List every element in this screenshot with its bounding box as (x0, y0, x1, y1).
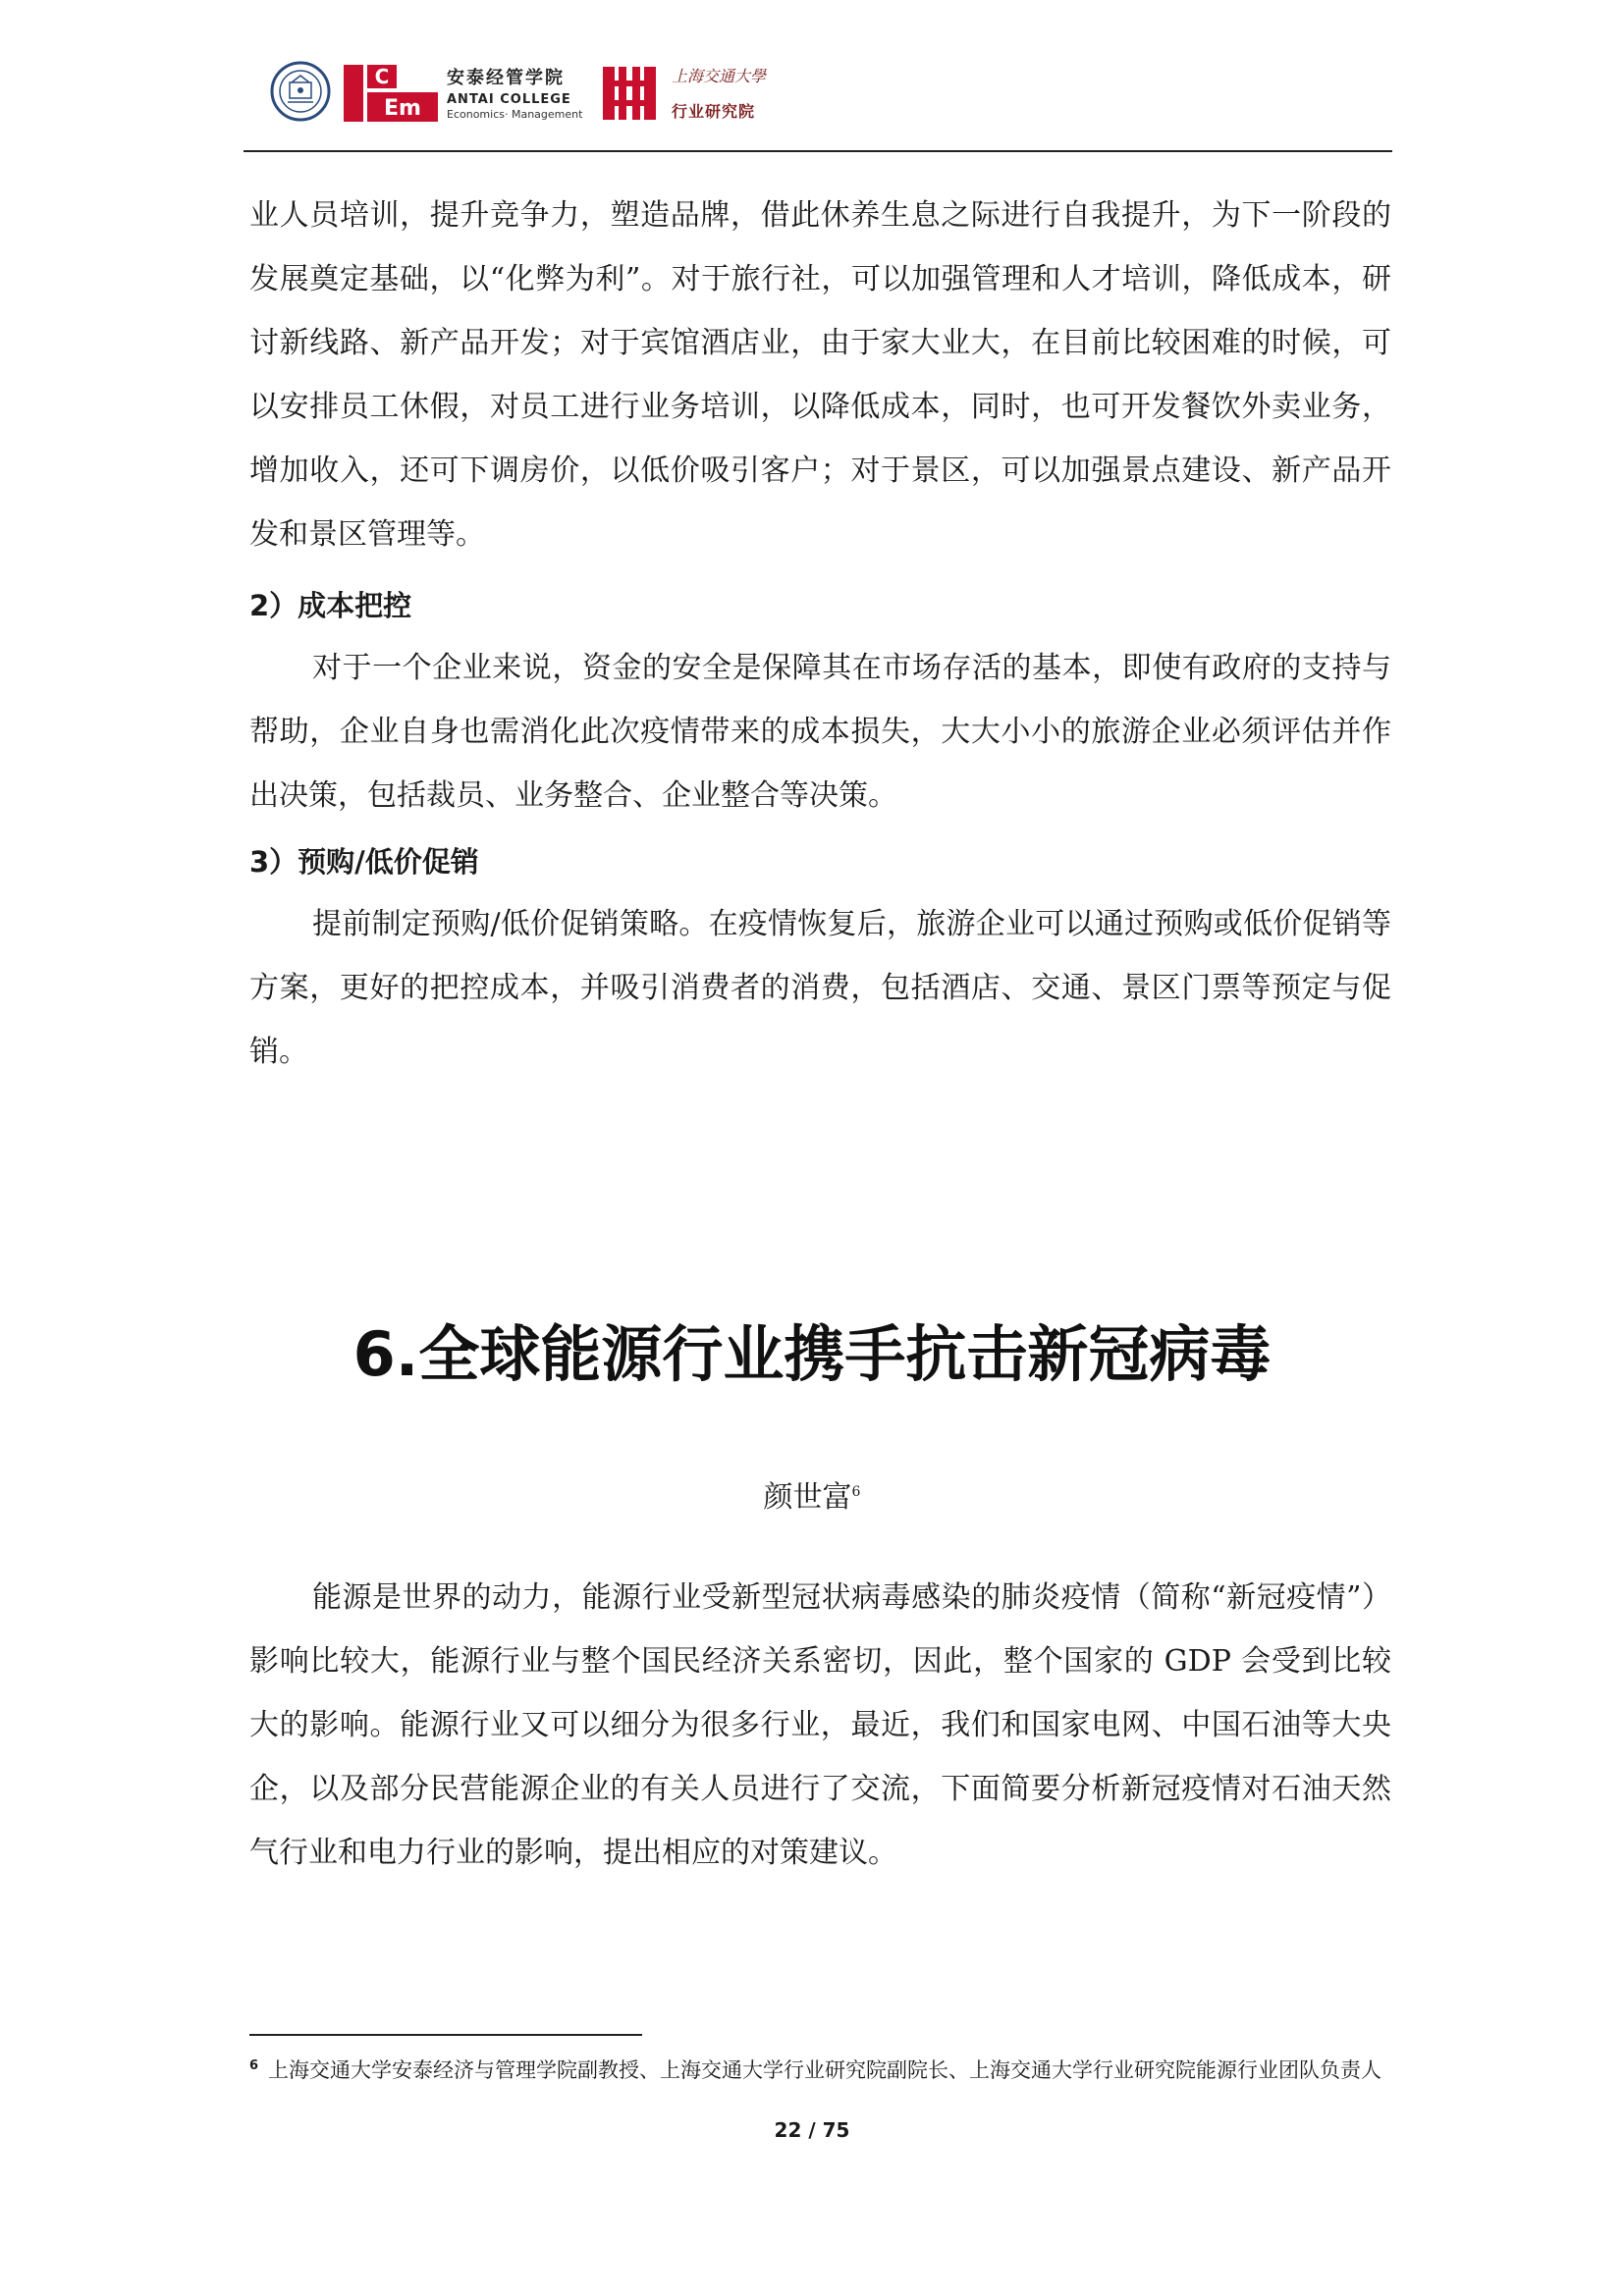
footnote-divider (249, 2034, 642, 2036)
footnote (249, 2050, 1391, 2087)
antai-cn-name: 安泰经管学院 (447, 68, 565, 88)
antai-subtitle: Economics· Management (447, 108, 583, 121)
footnote-number: 6 (249, 2058, 259, 2073)
paragraph-presale-promotion: 提前制定预购/低价促销策略。在疫情恢复后，旅游企业可以通过预购或低价促销等方案，更好的把控成本，并吸引消费者的消费，包括酒店、交通、景区门票等预定与促销。 (249, 907, 1391, 1069)
antai-en-name: ANTAI COLLEGE (447, 92, 571, 107)
heading-cost-control: 2）成本把控 (249, 589, 412, 622)
paragraph-energy-intro: 能源是世界的动力，能源行业受新型冠状病毒感染的肺炎疫情（简称“新冠疫情”）影响比较大，能源行业与整个国民经济关系密切，因此，整个国家的 GDP 会受到比较大的影响。能源行业又可以细分为很多行业，最近，我们和国家电网、中国石油等大央企，以及部分民营能源企业的有关人员进行了交流，下面简要分析新冠疫情对石油天然气行业和电力行业的影响，提出相应的对策建议。 (249, 1580, 1391, 1870)
page-header (244, 54, 1392, 150)
footnote-text: 上海交通大学安泰经济与管理学院副教授、上海交通大学行业研究院副院长、上海交通大学行业研究院能源行业团队负责人 (268, 2058, 1382, 2082)
industry-institute-logo (599, 61, 660, 124)
paragraph-cost-control: 对于一个企业来说，资金的安全是保障其在市场存活的基本，即使有政府的支持与帮助，企业自身也需消化此次疫情带来的成本损失，大大小小的旅游企业必须评估并作出决策，包括裁员、业务整合、企业整合等决策。 (249, 651, 1391, 813)
page-number: 22 / 75 (774, 2118, 850, 2142)
svg-text:Em: Em (384, 96, 421, 121)
header-divider (244, 150, 1392, 152)
acem-logo (342, 61, 440, 124)
author-name: 颜世富 (763, 1480, 852, 1515)
sjtu-script-name: 上海交通大學 (672, 67, 767, 85)
svg-text:C: C (374, 65, 390, 88)
footnote-ref[interactable]: 6 (851, 1484, 861, 1500)
sjtu-seal-logo (270, 61, 331, 122)
institute-name: 行业研究院 (672, 102, 756, 121)
paragraph-training: 业人员培训，提升竞争力，塑造品牌，借此休养生息之际进行自我提升，为下一阶段的发展奠定基础，以“化弊为利”。对于旅行社，可以加强管理和人才培训，降低成本，研讨新线路、新产品开发；对于宾馆酒店业，由于家大业大，在目前比较困难的时候，可以安排员工休假，对员工进行业务培训，以降低成本，同时，也可开发餐饮外卖业务，增加收入，还可下调房价，以低价吸引客户；对于景区，可以加强景点建设、新产品开发和景区管理等。 (249, 198, 1391, 552)
chapter-title: 6.全球能源行业携手抗击新冠病毒 (352, 1318, 1272, 1390)
author-line (0, 1472, 1624, 1518)
heading-presale-promotion: 3）预购/低价促销 (249, 845, 479, 879)
